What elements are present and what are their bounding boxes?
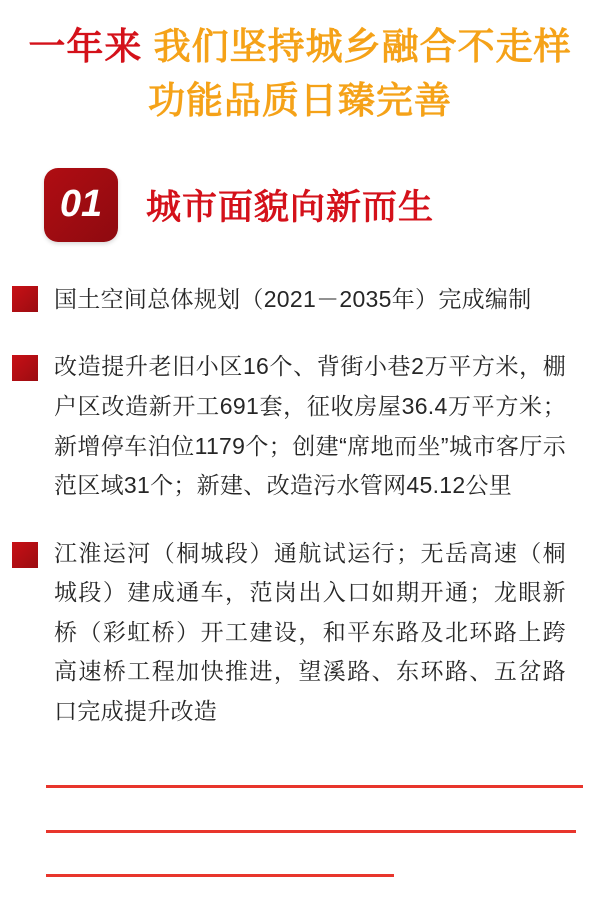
underline-annotation [46,830,576,833]
section-number-badge: 01 [44,168,118,242]
underline-annotation [46,874,394,877]
page-header [0,0,600,126]
list-item-text: 国土空间总体规划（2021－2035年）完成编制 [54,285,532,312]
square-bullet-icon [12,542,38,568]
section-heading [0,168,600,242]
header-title-segment-red: 一年来 [28,26,143,67]
square-bullet-icon [12,286,38,312]
list-item [12,536,566,732]
underline-annotation [46,785,583,788]
header-title-line-2: 功能品质日臻完善 [148,79,452,121]
header-title-line-1 [0,22,600,72]
list-item [12,280,566,320]
list-item-text: 改造提升老旧小区16个、背街小巷2万平方米，棚户区改造新开工691套，征收房屋36.4万平方米；新增停车泊位1179个；创建“席地而坐”城市客厅示范区域31个；新建、改造污水管网45.12公里 [54,353,566,499]
list-item-text: 江淮运河（桐城段）通航试运行；无岳高速（桐城段）建成通车，范岗出入口如期开通；龙眼新桥（彩虹桥）开工建设，和平东路及北环路上跨高速桥工程加快推进，望溪路、东环路、五岔路口完成提升改造 [54,539,566,724]
square-bullet-icon [12,355,38,381]
content-list [0,280,600,731]
list-item [12,349,566,505]
header-title-segment-orange: 我们坚持城乡融合不走样 [153,26,572,67]
section-title: 城市面貌向新而生 [146,187,435,227]
